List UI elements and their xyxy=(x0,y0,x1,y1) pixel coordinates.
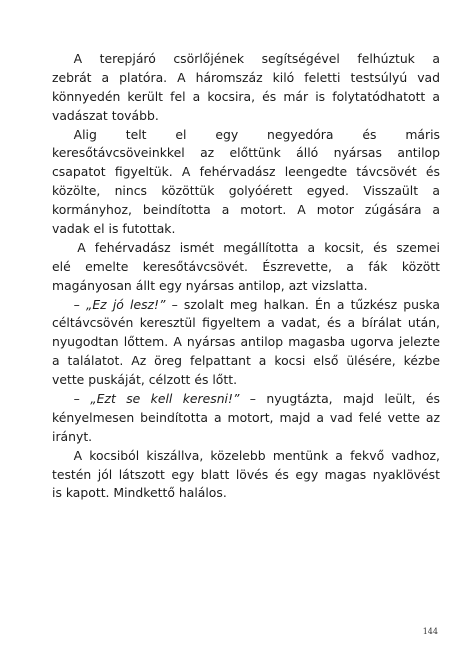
text-line: vadászat tovább. xyxy=(52,107,159,123)
text-line: csapatot figyeltük. A fehérvadász leengedte távcsövét és xyxy=(52,164,440,180)
text-line: A terepjáró csörlőjének segítségével felhúztuk a xyxy=(73,51,440,66)
text-line: nyugodtan lőttem. A nyársas antilop magasba ugorva jelezte xyxy=(52,334,440,350)
body-text xyxy=(52,50,440,503)
text-line: kényelmesen beindította a motort, majd a vad felé vette az xyxy=(52,409,440,425)
text-line: vadak el is futottak. xyxy=(52,221,176,237)
text-line: testén jól látszott egy blatt lövés és egy magas nyaklövést xyxy=(52,466,440,482)
text-line: vette puskáját, célzott és lőtt. xyxy=(52,372,238,388)
text-line: Alig telt el egy negyedóra és máris xyxy=(73,126,440,142)
text-line: könnyedén került fel a kocsira, és már is folytatódhatott a xyxy=(52,88,440,104)
text-line: is kapott. Mindkettő halálos. xyxy=(52,485,227,501)
text-line: zebrát a platóra. A háromszáz kiló feletti testsúlyú vad xyxy=(52,69,440,85)
text-line: magányosan állt egy nyársas antilop, azt vizslatta. xyxy=(52,277,368,293)
text-line: kormányhoz, beindította a motort. A motor zúgására a xyxy=(52,202,440,218)
text-line: A kocsiból kiszállva, közelebb mentünk a fekvő vadhoz, xyxy=(73,447,440,463)
text-line: – „Ezt se kell keresni!” – nyugtázta, majd leült, és xyxy=(73,391,440,407)
text-line: – „Ez jó lesz!” – szolalt meg halkan. Én a tűzkész puska xyxy=(73,296,440,312)
text-line: keresőtávcsöveinkkel az előttünk álló nyársas antilop xyxy=(52,145,440,161)
text-line: céltávcsövén keresztül figyeltem a vadat, és a bírálat után, xyxy=(52,315,440,331)
text-line: A fehérvadász ismét megállította a kocsit, és szemei xyxy=(77,239,440,255)
text-line: irányt. xyxy=(52,428,93,444)
page-number: 144 xyxy=(422,627,438,636)
text-line: elé emelte keresőtávcsövét. Észrevette, a fák között xyxy=(52,258,440,274)
text-line: a találatot. Az öreg felpattant a kocsi első ülésére, kézbe xyxy=(52,353,440,369)
text-line: közölte, nincs közöttük golyóérett egyed. Visszaült a xyxy=(52,183,440,199)
